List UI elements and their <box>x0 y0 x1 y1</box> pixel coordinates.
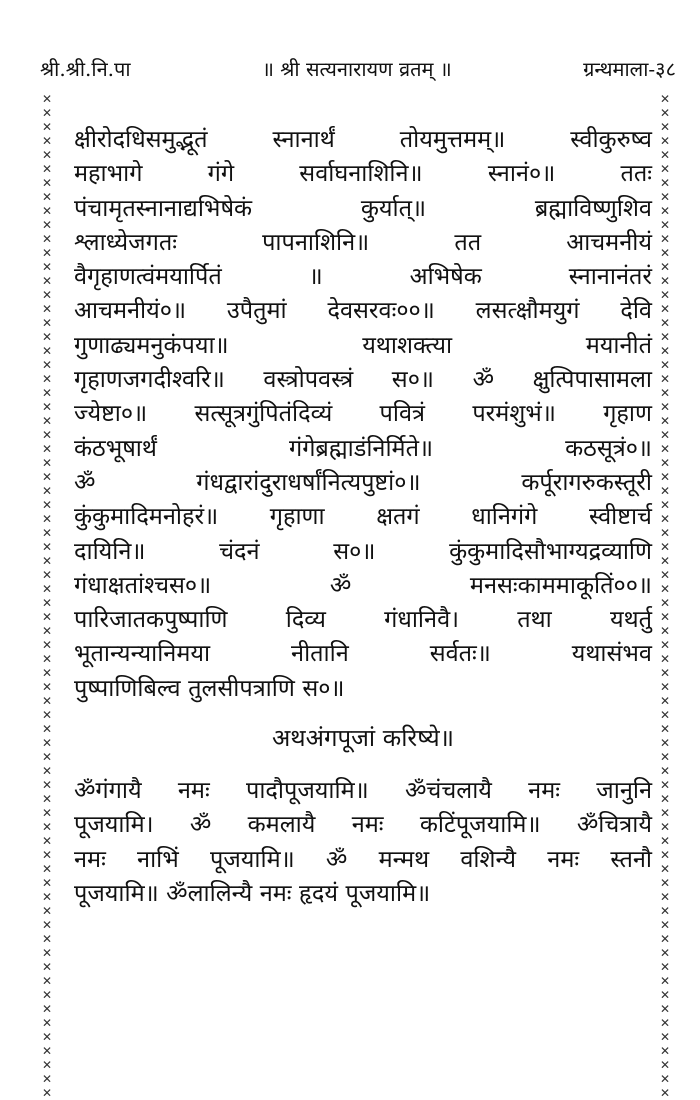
paragraph-angapuja <box>74 773 652 910</box>
text-line: पारिजातकपुष्पाणि दिव्य गंधानिवै। तथा यथर्तु <box>74 605 652 634</box>
header-right: ग्रन्थमाला-३८ <box>583 56 676 81</box>
text-line: पुष्पाणिबिल्व तुलसीपत्राणि स०॥ <box>74 673 345 702</box>
text-line: ॐ गंधद्वारांदुराधर्षांनित्यपुष्टां०॥ कर्पूरागरुकस्तूरी <box>74 467 652 496</box>
text-line: महाभागे गंगे सर्वाघनाशिनि॥ स्नानं०॥ ततः <box>74 159 652 188</box>
text-line: गुणाढ्यमनुकंपया॥ यथाशक्त्या मयानीतं <box>74 330 652 359</box>
page-header <box>40 52 676 84</box>
text-line: गृहाणजगदीश्वरि॥ वस्त्रोपवस्त्रं स०॥ ॐ क्षुत्पिपासामला <box>74 365 652 394</box>
text-line: दायिनि॥ चंदनं स०॥ कुंकुमादिसौभाग्यद्रव्याणि <box>74 536 652 565</box>
page-body <box>74 122 652 910</box>
decorative-border-left: ✕✕✕✕✕✕✕✕✕✕✕✕✕✕✕✕✕✕✕✕✕✕✕✕✕✕✕✕✕✕✕✕✕✕✕✕✕✕✕✕✕✕✕✕✕✕✕✕✕✕✕✕✕✕✕✕✕✕✕✕✕✕✕✕✕✕✕✕✕✕✕✕ <box>41 92 53 1100</box>
text-line: गंधाक्षतांश्चस०॥ ॐ मनसःकाममाकूतिं००॥ <box>74 570 652 599</box>
text-line: आचमनीयं०॥ उपैतुमां देवसरवः००॥ लसत्क्षौमयुगं देवि <box>74 296 652 325</box>
text-line: ॐगंगायै नमः पादौपूजयामि॥ ॐचंचलायै नमः जानुनि <box>74 776 652 805</box>
text-line: श्लाध्येजगतः पापनाशिनि॥ तत आचमनीयं <box>74 227 652 256</box>
text-line: वैगृहाणत्वंमयार्पितं ॥ अभिषेक स्नानानंतरं <box>74 262 652 291</box>
text-line: कंठभूषार्थं गंगेब्रह्माडंनिर्मिते॥ कठसूत्रं०॥ <box>74 433 652 462</box>
header-left: श्री.श्री.नि.पा <box>40 56 131 81</box>
text-line: क्षीरोदधिसमुद्भूतं स्नानार्थं तोयमुत्तमम्॥ स्वीकुरुष्व <box>74 125 652 153</box>
text-line: नमः नाभिं पूजयामि॥ ॐ मन्मथ वशिन्यै नमः स्तनौ <box>74 844 652 873</box>
decorative-border-right: ✕✕✕✕✕✕✕✕✕✕✕✕✕✕✕✕✕✕✕✕✕✕✕✕✕✕✕✕✕✕✕✕✕✕✕✕✕✕✕✕✕✕✕✕✕✕✕✕✕✕✕✕✕✕✕✕✕✕✕✕✕✕✕✕✕✕✕✕✕✕✕✕ <box>659 92 671 1100</box>
text-line: भूतान्यन्यानिमया नीतानि सर्वतः॥ यथासंभव <box>74 639 652 668</box>
text-line: कुंकुमादिमनोहरं॥ गृहाणा क्षतगं धानिगंगे स्वीष्टार्च <box>74 502 652 531</box>
section-heading: अथअंगपूजां करिष्ये॥ <box>271 724 455 753</box>
text-line: पूजयामि। ॐ कमलायै नमः कटिंपूजयामि॥ ॐचित्रायै <box>74 810 652 839</box>
paragraph-abhishek <box>74 122 652 705</box>
text-line: पूजयामि॥ ॐलालिन्यै नमः हृदयं पूजयामि॥ <box>74 878 431 907</box>
text-line: ज्येष्टा०॥ सत्सूत्रगुंपितंदिव्यं पवित्रं परमंशुभं॥ गृहाण <box>74 399 652 428</box>
text-line: पंचामृतस्नानाद्यभिषेकं कुर्यात्॥ ब्रह्माविष्णुशिव <box>74 193 652 222</box>
header-center: ॥ श्री सत्यनारायण व्रतम् ॥ <box>261 56 452 81</box>
